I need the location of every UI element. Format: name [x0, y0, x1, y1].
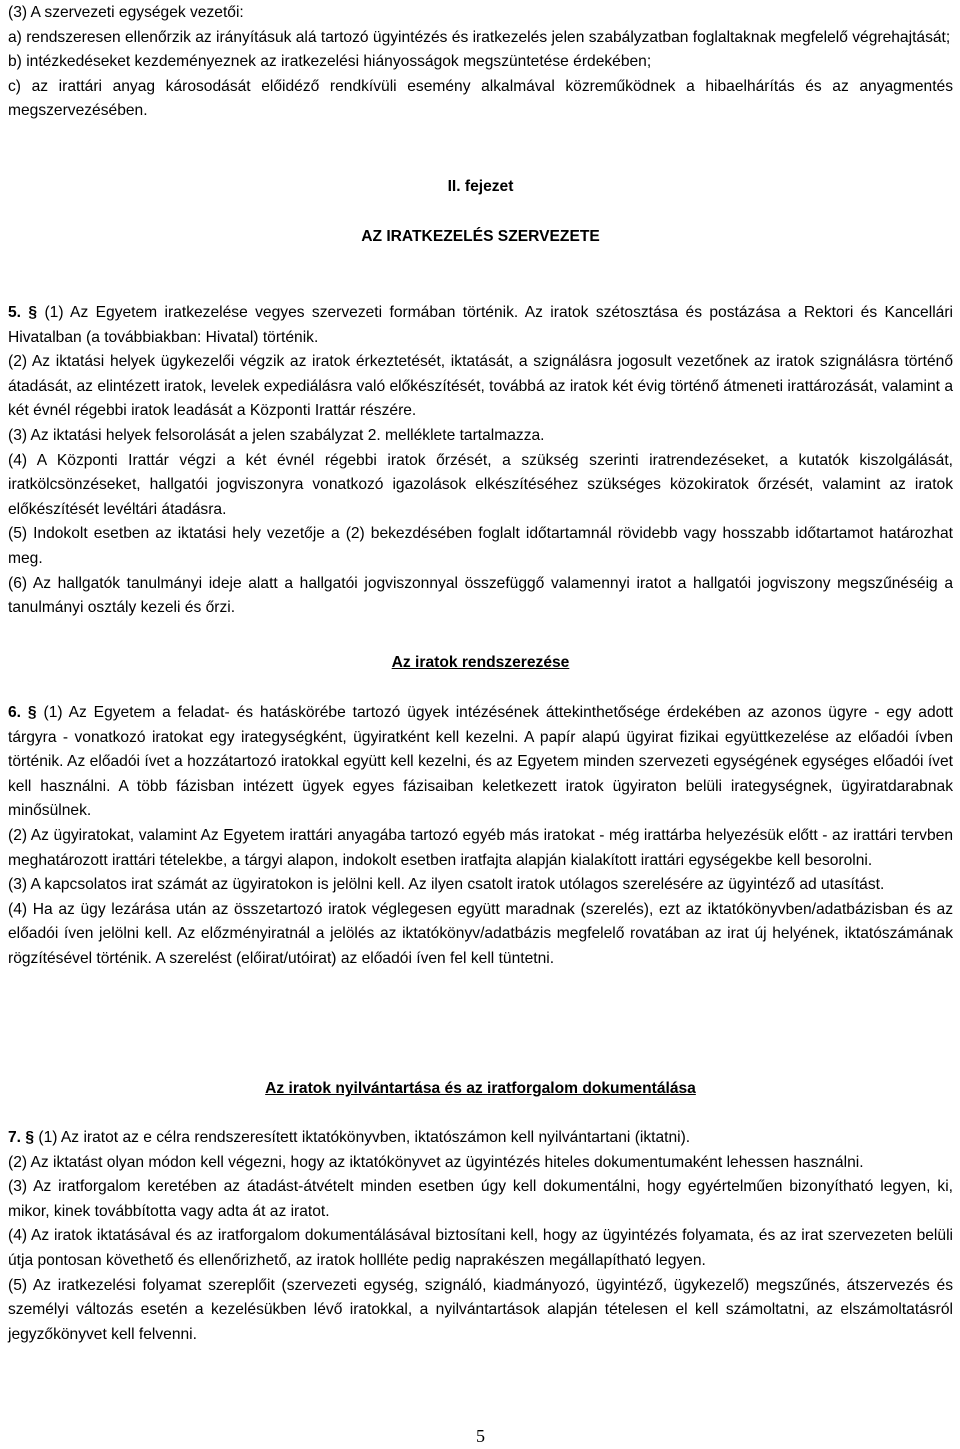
paragraph: (5) Indokolt esetben az iktatási hely vezetője a (2) bekezdésében foglalt időtartamnál rövidebb vagy hosszabb időtartamot határozhat meg.	[8, 525, 953, 567]
section-5-first-paragraph	[8, 301, 953, 350]
paragraph: (2) Az ügyiratokat, valamint Az Egyetem irattári anyagába tartozó egyéb más iratokat - még irattárba helyezésük előtt - az irattári tervben meghatározott irattári tételekbe, a tárgyi alapon, indokolt esetben iratfajta alapján kialakított irattári egységekbe kell besorolni.	[8, 826, 953, 869]
paragraph: (4) A Központi Irattár végzi a két évnél régebbi iratok őrzését, a szükség szerinti iratrendezéseket, a kutatók kiszolgálását, iratkölcsönzéseket, hallgatói jogviszonyra vonatkozó igazolások elkészítéséhez szükséges közokiratok őrzését, valamint az iratok előkészítését levéltári átadásra.	[8, 451, 953, 518]
section-heading	[8, 1077, 953, 1102]
paragraph: (2) Az iktatási helyek ügykezelői végzik az iratok érkeztetését, iktatását, a szignálásra jogosult vezetőnek az iratok szignálásra történő átadását, az elintézett iratok, levelek expediálásra való előkészítését, továbbá az iratok két évig történő átmeneti irattározását, valamint a két évnél régebbi iratok leadását a Központi Irattár részére.	[8, 353, 953, 420]
chapter-number: II. fejezet	[447, 178, 514, 195]
page-number: 5	[476, 1426, 485, 1446]
section-5	[8, 301, 953, 621]
section-text: (1) Az Egyetem iratkezelése vegyes szervezeti formában történik. Az iratok szétosztása és postázása a Rektori és Kancellári Hivatalban (a továbbiakban: Hivatal) történik.	[8, 304, 953, 346]
paragraph: a) rendszeresen ellenőrzik az irányításuk alá tartozó ügyintézés és iratkezelés jelen szabályzatban foglaltaknak megfelelő végrehajtását;	[8, 28, 951, 46]
paragraph: (3) A kapcsolatos irat számát az ügyiratokon is jelölni kell. Az ilyen csatolt iratok utólagos szerelésére az ügyintéző ad utasítást.	[8, 876, 885, 894]
paragraph: (5) Az iratkezelési folyamat szereplőit (szervezeti egység, szignáló, kiadmányozó, ügyintéző, ügykezelő) megszűnés, átszervezés és személyi változás esetén a kezelésükben lévő iratokkal, a nyilvántartások alapján tételesen el kell számoltatni, az elszámoltatásról jegyzőkönyvet kell felvenni.	[8, 1276, 953, 1343]
paragraph: (3) Az iratforgalom keretében az átadást-átvételt minden esetben úgy kell dokumentálni, hogy egyértelműen bizonyítható legyen, ki, mikor, kinek továbbította vagy adta át az iratot.	[8, 1178, 953, 1220]
leaders-duties-block	[8, 1, 953, 124]
section-sign: §	[28, 304, 38, 321]
section-number: 5.	[8, 304, 22, 321]
heading-text: Az iratok rendszerezése	[391, 654, 570, 671]
paragraph: (3) A szervezeti egységek vezetői:	[8, 4, 244, 21]
paragraph: c) az irattári anyag károsodását előidéző rendkívüli esemény alkalmával közreműködnek a hibaelhárítás és az anyagmentés megszervezésében.	[8, 77, 953, 120]
section-number: 7.	[8, 1129, 22, 1146]
paragraph: (4) Az iratok iktatásával és az iratforgalom dokumentálásával biztosítani kell, hogy az ügyintézés folyamata, és az irat szervezeten belüli útja pontosan követhető és ellenőrizhető, az iratok hollléte pedig naprakészen megállapítható legyen.	[8, 1227, 953, 1269]
paragraph: b) intézkedéseket kezdeményeznek az iratkezelési hiányosságok megszüntetése érdekében;	[8, 53, 652, 71]
section-sign: §	[25, 1129, 35, 1146]
section-text: (1) Az Egyetem a feladat- és hatáskörébe tartozó ügyek intézésének áttekinthetősége érdekében az azonos ügyre - egy adott tárgyra - vonatkozó iratokat egy irategységként, ügyiratként kell kezelni. A papír alapú ügyirat fizikai együttkezelése az előadói ívben történik. Az előadói ívet a hozzátartozó iratokkal együtt kell kezelni, és az Egyetem minden szervezeti egységének egységes előadói ívet kell használni. A több fázisban intézett ügyek egyes fázisaiban keletkezett iratok ügyiraton belüli irategységnek, ügyiratdarabnak minősülnek.	[8, 704, 953, 820]
paragraph: (2) Az iktatást olyan módon kell végezni, hogy az iktatókönyvet az ügyintézés hiteles dokumentumaként lehessen használni.	[8, 1153, 864, 1171]
section-number: 6.	[8, 704, 22, 721]
paragraph: (3) Az iktatási helyek felsorolását a jelen szabályzat 2. melléklete tartalmazza.	[8, 426, 545, 444]
chapter-title: AZ IRATKEZELÉS SZERVEZETE	[361, 228, 600, 245]
paragraph: (4) Ha az ügy lezárása után az összetartozó iratok véglegesen együtt maradnak (szerelés), ezt az iktatókönyvben/adatbázisban és az előadói íven jelölni kell. Az előzményiratnál a jelölés az iktatókönyv/adatbázis megfelelő rovatában az irat új helyének, iktatószámának rögzítésével történik. A szerelést (előirat/utóirat) az előadói íven fel kell tüntetni.	[8, 900, 953, 967]
section-6	[8, 701, 953, 972]
section-7	[8, 1126, 953, 1347]
section-heading	[8, 651, 953, 676]
section-7-first-paragraph	[8, 1126, 953, 1151]
paragraph: (6) Az hallgatók tanulmányi ideje alatt a hallgatói jogviszonnyal összefüggő valamennyi iratot a hallgatói jogviszony megszűnéséig a tanulmányi osztály kezeli és őrzi.	[8, 574, 953, 617]
section-text: (1) Az iratot az e célra rendszeresített iktatókönyvben, iktatószámon kell nyilvántartani (iktatni).	[34, 1129, 691, 1146]
section-sign: §	[27, 704, 37, 721]
heading-text: Az iratok nyilvántartása és az iratforgalom dokumentálása	[265, 1080, 696, 1097]
section-6-first-paragraph	[8, 701, 953, 824]
